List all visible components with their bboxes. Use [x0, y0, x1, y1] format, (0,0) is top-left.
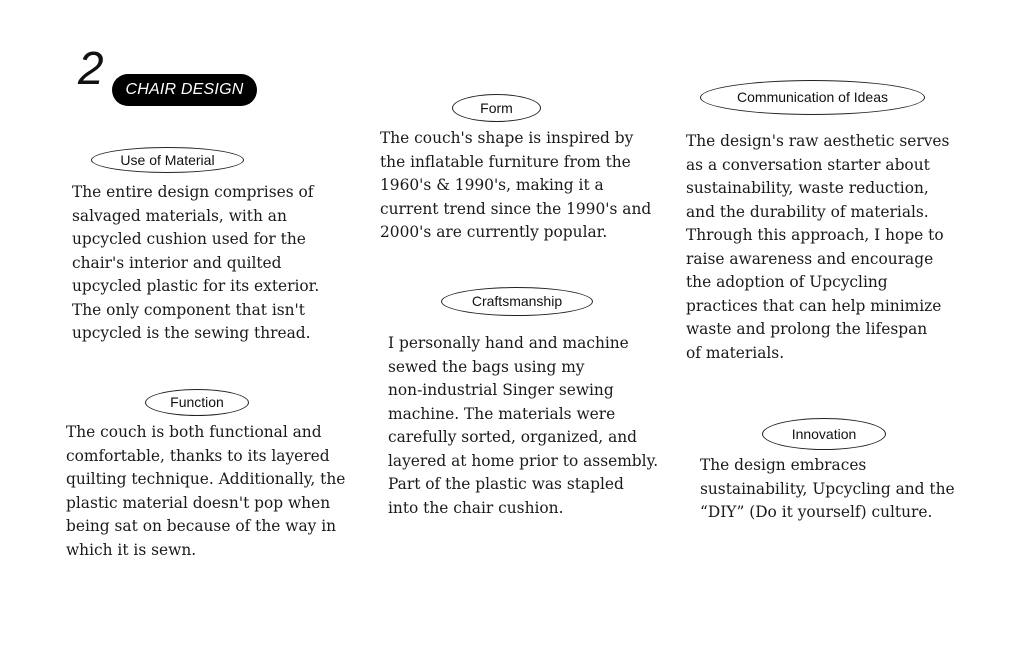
page-title: CHAIR DESIGN	[112, 74, 257, 106]
section-body-innovation: The design embraces sustainability, Upcycling and the “DIY” (Do it yourself) culture.	[700, 456, 955, 521]
section-heading-innovation: Innovation	[762, 418, 886, 450]
section-heading-communication-of-ideas: Communication of Ideas	[700, 80, 925, 115]
section-heading-craftsmanship: Craftsmanship	[441, 287, 593, 316]
section-heading-use-of-material: Use of Material	[91, 147, 244, 173]
page-number: 2	[78, 42, 104, 94]
section-body-craftsmanship: I personally hand and machine sewed the bags using my non-industrial Singer sewing machine. The materials were carefully sorted, organized, and layered at home prior to assembly. Part of the plastic was stapled into the chair cushion.	[388, 334, 659, 517]
section-body-use-of-material: The entire design comprises of salvaged materials, with an upcycled cushion used for the chair's interior and quilted upcycled plastic for its exterior. The only component that isn't upcycled is the sewing thread.	[72, 183, 320, 342]
section-body-form: The couch's shape is inspired by the inflatable furniture from the 1960's & 1990's, making it a current trend since the 1990's and 2000's are currently popular.	[380, 129, 652, 241]
section-heading-form: Form	[452, 94, 541, 122]
section-heading-function: Function	[145, 389, 249, 416]
section-body-function: The couch is both functional and comfortable, thanks to its layered quilting technique. Additionally, the plastic material doesn't pop when being sat on because of the way in which it is sewn.	[66, 423, 346, 559]
section-body-communication-of-ideas: The design's raw aesthetic serves as a conversation starter about sustainability, waste reduction, and the durability of materials. Through this approach, I hope to raise awareness and encourage the adoption of Upcycling practices that can help minimize waste and prolong the lifespan of materials.	[686, 132, 950, 362]
